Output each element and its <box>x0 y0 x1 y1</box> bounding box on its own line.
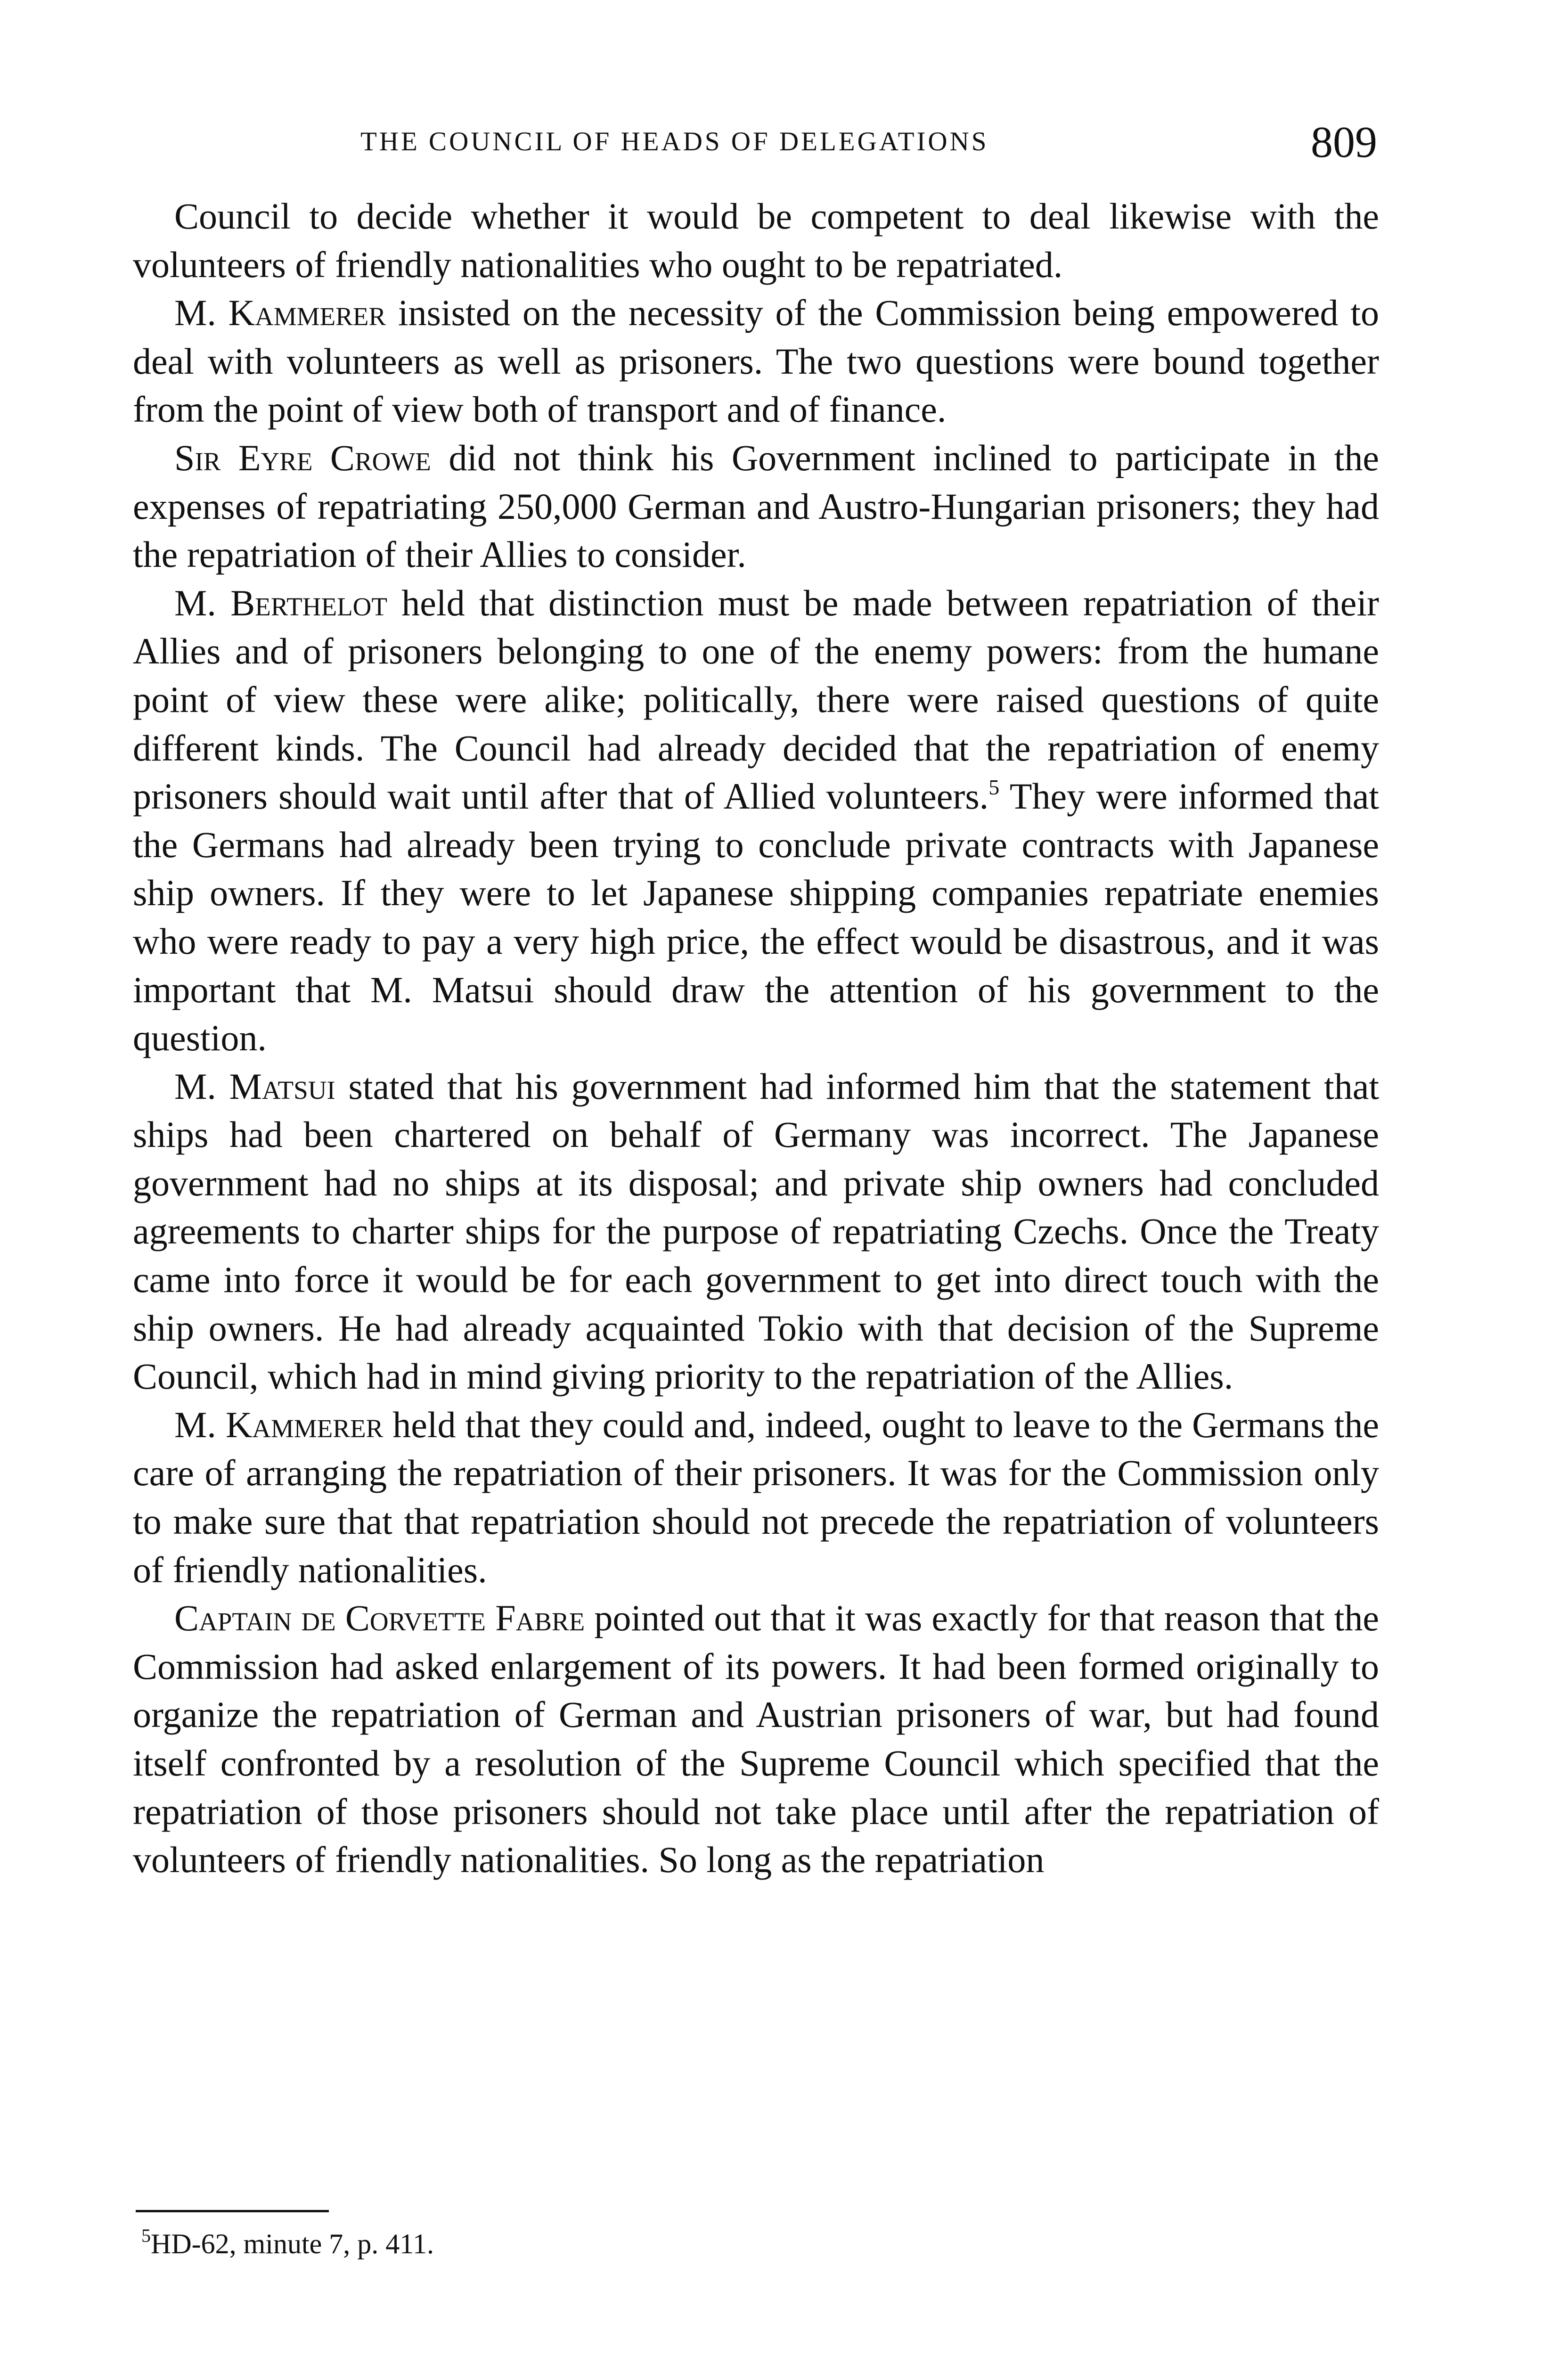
speaker-name: M. Berthelot <box>174 582 387 623</box>
paragraph-text: held that they could and, indeed, ought to leave to the Germans the care of arranging the repatriation of their prisoners. It was for the Commission only to make sure that that repatriation should not precede the repatriation of volunteers of friendly nationalities. <box>133 1404 1379 1590</box>
running-title: THE COUNCIL OF HEADS OF DELEGATIONS <box>360 127 989 156</box>
speaker-name: M. Kammerer <box>174 292 386 334</box>
paragraph-text: insisted on the necessity of the Commission being empowered to deal with volunteers as well as prisoners. The two questions were bound together from the point of view both of transport and of finance. <box>133 292 1379 430</box>
paragraph-1 <box>133 192 1379 289</box>
paragraph-2 <box>133 289 1379 434</box>
speaker-name: M. Matsui <box>174 1065 335 1107</box>
footnote <box>141 2225 434 2260</box>
footnote-text: HD-62, minute 7, p. 411. <box>151 2228 434 2259</box>
speaker-name: M. Kammerer <box>174 1404 384 1445</box>
paragraph-text: held that distinction must be made between repatriation of their Allies and of prisoners belonging to one of the enemy powers: from the humane point of view these were alike; politically, there were raised questions of quite different kinds. The Council had already decided that the repatriation of enemy prisoners should wait until after that of Allied volunteers. <box>133 582 1379 817</box>
footnote-divider <box>136 2210 329 2212</box>
speaker-name: Sir Eyre Crowe <box>174 437 431 478</box>
paragraph-3 <box>133 434 1379 579</box>
footnote-reference: 5 <box>988 775 1000 800</box>
paragraph-4 <box>133 579 1379 1063</box>
running-header <box>0 117 1568 169</box>
paragraph-7 <box>133 1594 1379 1884</box>
paragraph-text: Council to decide whether it would be competent to deal likewise with the volunteers of friendly nationalities who ought to be repatriated. <box>133 196 1379 285</box>
paragraph-text-continued: They were informed that the Germans had already been trying to conclude private contracts with Japanese ship owners. If they were to let Japanese shipping companies repatriate enemies who were ready to pay a very high price, the effect would be disastrous, and it was important that M. Matsui should draw the attention of his government to the question. <box>133 776 1379 1059</box>
footnote-marker: 5 <box>141 2225 151 2246</box>
paragraph-5 <box>133 1063 1379 1401</box>
paragraph-text: did not think his Government inclined to participate in the expenses of repatriating 250,000 German and Austro-Hungarian prisoners; they had the repatriation of their Allies to consider. <box>133 437 1379 575</box>
paragraph-6 <box>133 1401 1379 1594</box>
page-number: 809 <box>1311 118 1377 167</box>
speaker-name: Captain de Corvette Fabre <box>174 1597 585 1639</box>
paragraph-text: pointed out that it was exactly for that reason that the Commission had asked enlargement of its powers. It had been formed originally to organize the repatriation of German and Austrian prisoners of war, but had found itself confronted by a resolution of the Supreme Council which specified that the repatriation of those prisoners should not take place until after the repatriation of volunteers of friendly nationalities. So long as the repatriation <box>133 1597 1379 1881</box>
body-text <box>133 192 1379 1884</box>
paragraph-text: stated that his government had informed him that the statement that ships had been chartered on behalf of Germany was incorrect. The Japanese government had no ships at its disposal; and private ship owners had concluded agreements to charter ships for the purpose of repatriating Czechs. Once the Treaty came into force it would be for each government to get into direct touch with the ship owners. He had already acquainted Tokio with that decision of the Supreme Council, which had in mind giving priority to the repatriation of the Allies. <box>133 1065 1379 1397</box>
